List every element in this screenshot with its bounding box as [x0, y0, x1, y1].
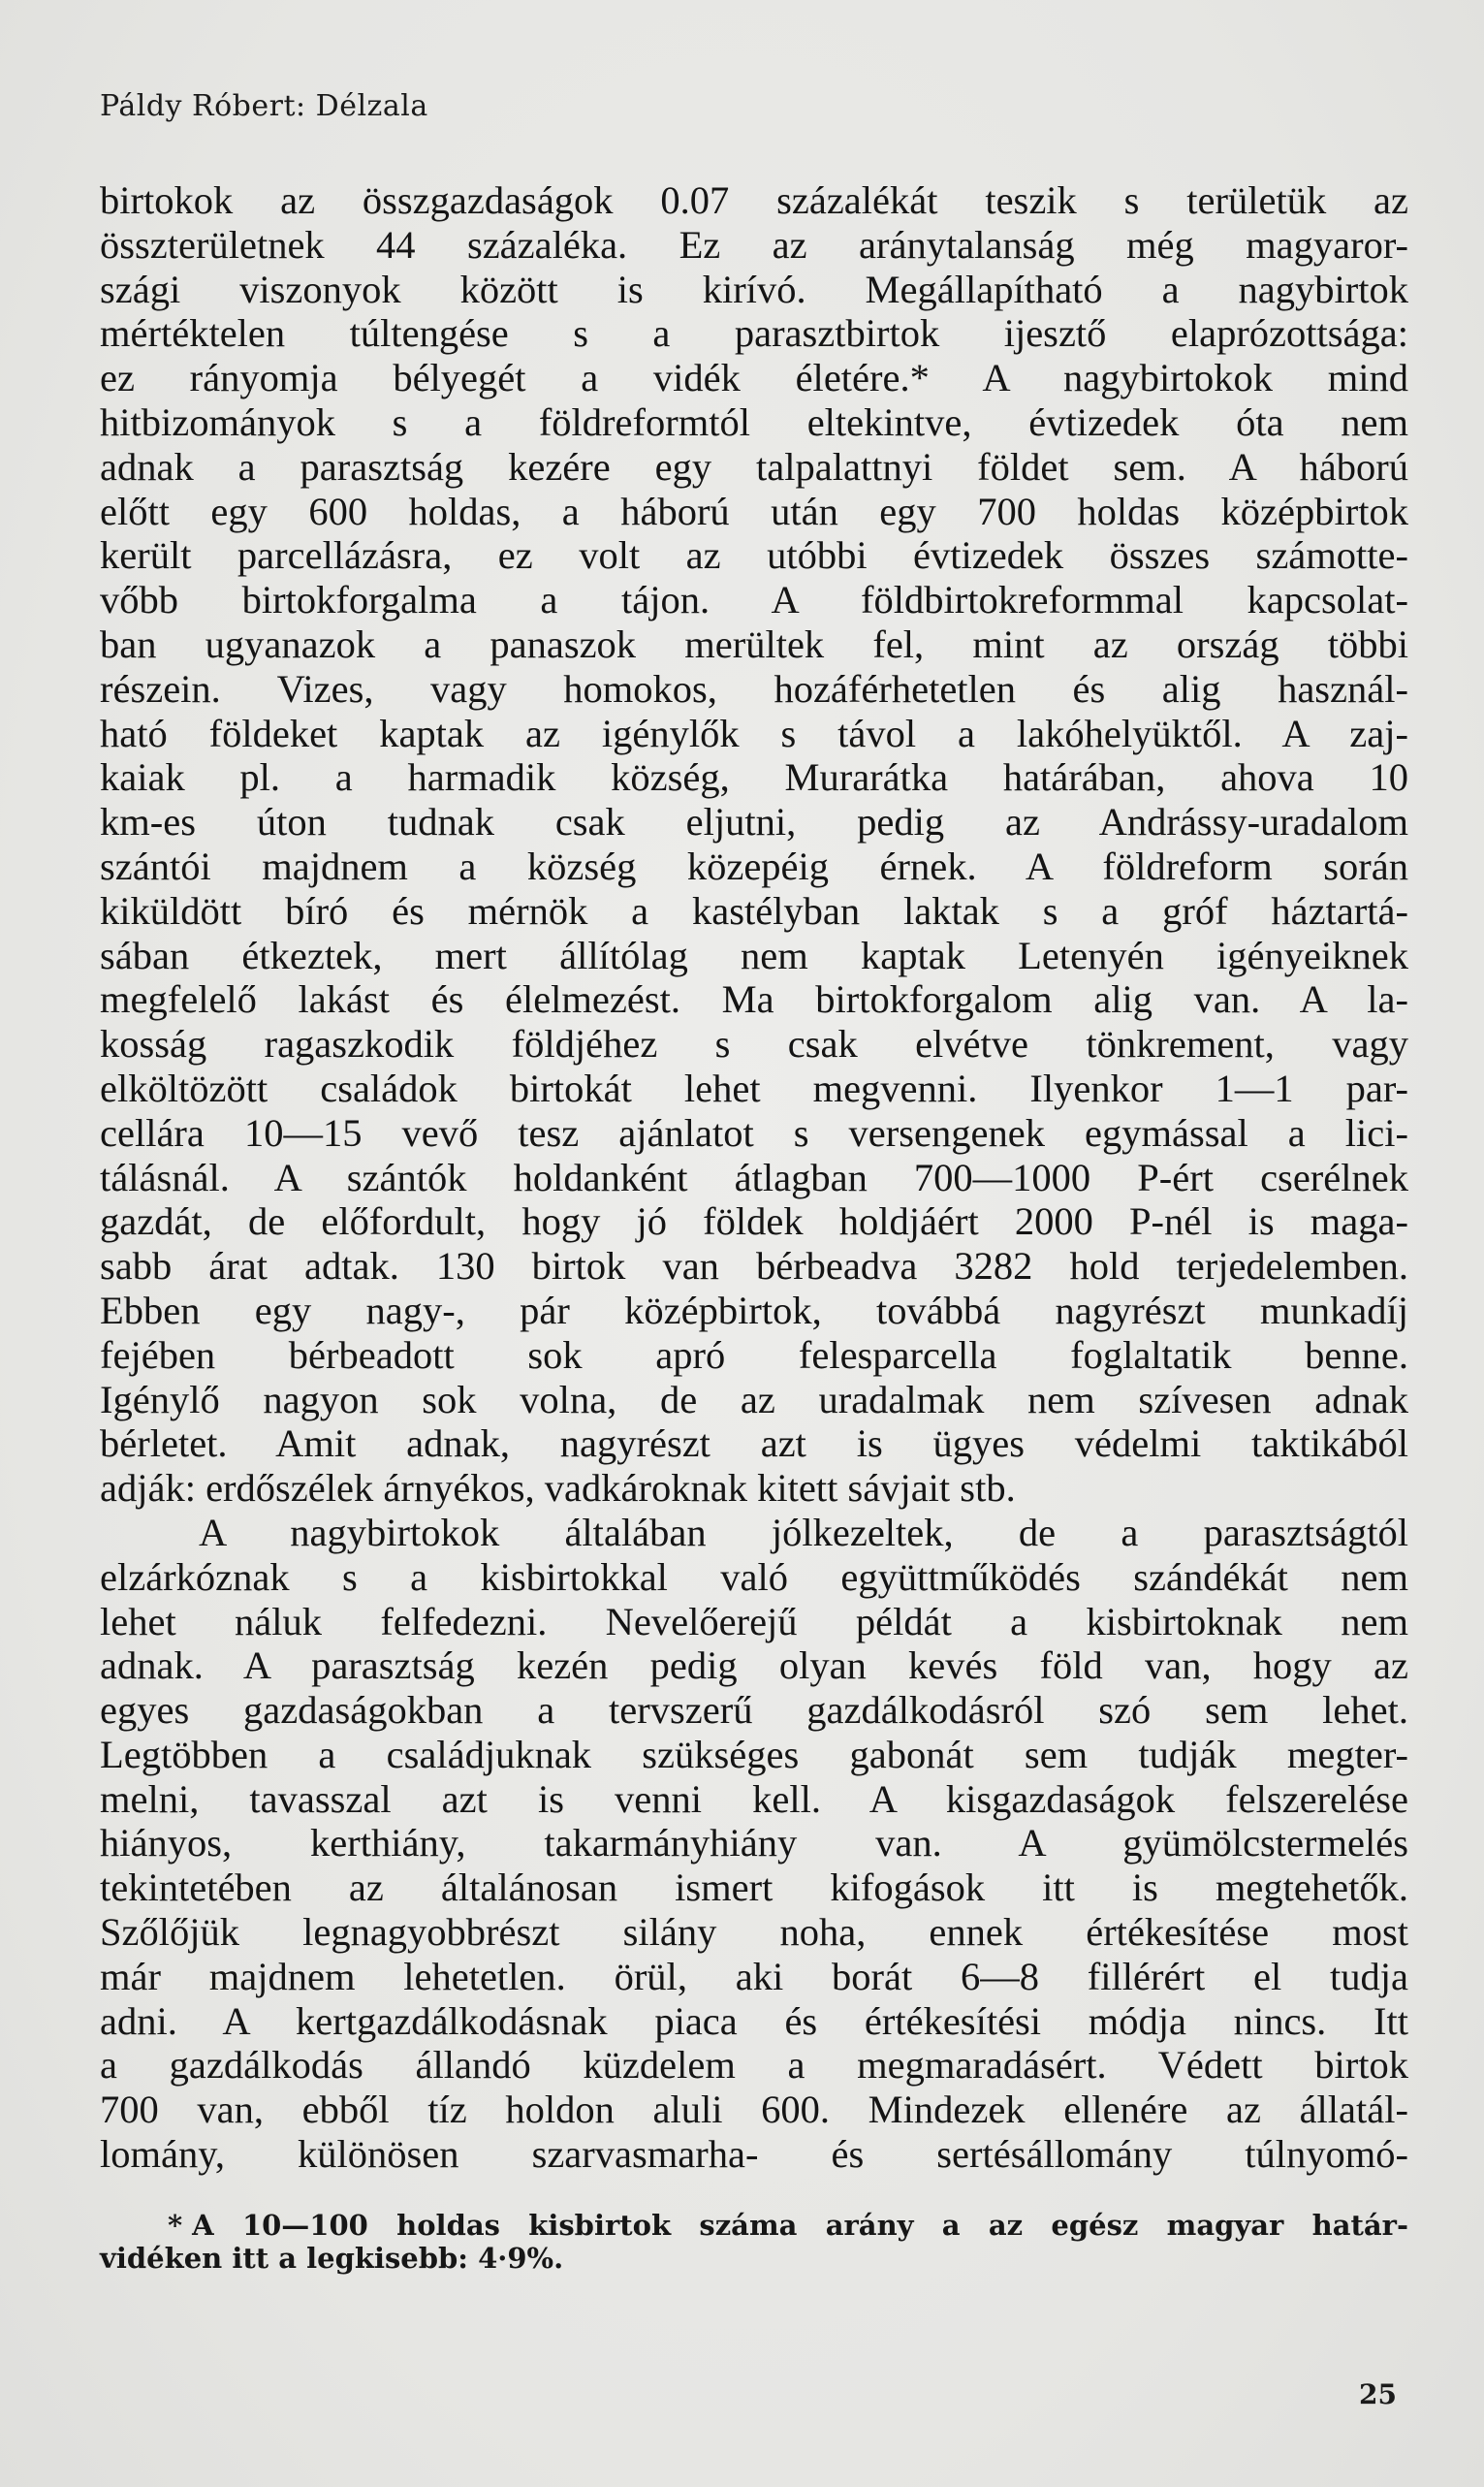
text-line: 700 van, ebből tíz holdon aluli 600. Mindezek ellenére az állatál-	[100, 2088, 1408, 2132]
text-line: hiányos, kerthiány, takarmányhiány van. A gyümölcstermelés	[100, 1821, 1408, 1865]
text-line: km-es úton tudnak csak eljutni, pedig az Andrássy-uradalom	[100, 800, 1408, 845]
text-line: adják: erdőszélek árnyékos, vadkároknak kitett sávjait stb.	[100, 1466, 1016, 1511]
text-line: részein. Vizes, vagy homokos, hozáférhetetlen és alig használ-	[100, 666, 1408, 711]
paragraph-1	[100, 178, 1408, 1511]
text-line: birtokok az összgazdaságok 0.07 százalékát teszik s területük az	[100, 178, 1408, 222]
text-line: kiküldött bíró és mérnök a kastélyban laktak s a gróf háztartá-	[100, 888, 1408, 933]
text-line: lehet náluk felfedezni. Nevelőerejű példát a kisbirtoknak nem	[100, 1599, 1408, 1643]
paragraph-2	[100, 1511, 1408, 2177]
text-line: kaiak pl. a harmadik község, Murarátka határában, ahova 10	[100, 755, 1408, 800]
text-line: adnak a parasztság kezére egy talpalattnyi földet sem. A háború	[100, 444, 1408, 489]
text-line: bérletet. Amit adnak, nagyrészt azt is ügyes védelmi taktikából	[100, 1421, 1408, 1466]
text-line: Legtöbben a családjuknak szükséges gabonát sem tudják megter-	[100, 1732, 1408, 1776]
text-line: Ebben egy nagy-, pár középbirtok, továbbá nagyrészt munkadíj	[100, 1288, 1408, 1332]
body-text	[100, 178, 1408, 2177]
text-line: mértéktelen túltengése s a parasztbirtok ijesztő elaprózottsága:	[100, 311, 1408, 356]
text-line: adni. A kertgazdálkodásnak piaca és értékesítési módja nincs. Itt	[100, 1998, 1408, 2043]
running-head: Páldy Róbert: Délzala	[100, 89, 428, 123]
footnote-marker: *	[168, 2209, 183, 2242]
text-line: sában étkeztek, mert állítólag nem kaptak Letenyén igényeiknek	[100, 933, 1408, 977]
text-line: a gazdálkodás állandó küzdelem a megmaradásért. Védett birtok	[100, 2043, 1408, 2088]
text-line: megfelelő lakást és élelmezést. Ma birtokforgalom alig van. A la-	[100, 977, 1408, 1022]
text-line: fejében bérbeadott sok apró felesparcella foglaltatik benne.	[100, 1332, 1408, 1377]
text-line: összterületnek 44 százaléka. Ez az aránytalanság még magyaror-	[100, 222, 1408, 267]
text-line: vőbb birtokforgalma a tájon. A földbirtokreformmal kapcsolat-	[100, 578, 1408, 622]
text-line: tekintetében az általánosan ismert kifogások itt is megtehetők.	[100, 1865, 1408, 1910]
footnote	[100, 2209, 1408, 2275]
text-line: cellára 10—15 vevő tesz ajánlatot s versengenek egymással a lici-	[100, 1110, 1408, 1155]
footnote-line	[100, 2209, 1408, 2242]
text-line: elköltözött családok birtokát lehet megvenni. Ilyenkor 1—1 par-	[100, 1066, 1408, 1110]
text-line: ez rányomja bélyegét a vidék életére.* A nagybirtokok mind	[100, 356, 1408, 400]
text-line: adnak. A parasztság kezén pedig olyan kevés föld van, hogy az	[100, 1643, 1408, 1688]
text-line: szántói majdnem a község közepéig érnek. A földreform során	[100, 844, 1408, 888]
text-line: A nagybirtokok általában jólkezeltek, de a parasztságtól	[199, 1510, 1408, 1554]
text-line: hitbizományok s a földreformtól eltekintve, évtizedek óta nem	[100, 399, 1408, 444]
text-line: ható földeket kaptak az igénylők s távol a lakóhelyüktől. A zaj-	[100, 711, 1408, 755]
text-line: egyes gazdaságokban a tervszerű gazdálkodásról szó sem lehet.	[100, 1688, 1408, 1733]
text-line: már majdnem lehetetlen. örül, aki borát 6—8 fillérért el tudja	[100, 1954, 1408, 1998]
text-line: szági viszonyok között is kirívó. Megállapítható a nagybirtok	[100, 267, 1408, 311]
text-line: melni, tavasszal azt is venni kell. A kisgazdaságok felszerelése	[100, 1776, 1408, 1821]
text-line: gazdát, de előfordult, hogy jó földek holdjáért 2000 P-nél is maga-	[100, 1199, 1408, 1244]
page-number: 25	[1359, 2378, 1397, 2410]
text-line: lomány, különösen szarvasmarha- és sertésállomány túlnyomó-	[100, 2132, 1408, 2177]
text-line: elzárkóznak s a kisbirtokkal való együttműködés szándékát nem	[100, 1554, 1408, 1599]
footnote-line: vidéken itt a legkisebb: 4·9%.	[100, 2242, 564, 2275]
footnote-text: A 10—100 holdas kisbirtok száma arány a az egész magyar határ-	[192, 2209, 1408, 2242]
text-line: Szőlőjük legnagyobbrészt silány noha, ennek értékesítése most	[100, 1910, 1408, 1955]
text-line: ban ugyanazok a panaszok merültek fel, mint az ország többi	[100, 622, 1408, 666]
text-line: került parcellázásra, ez volt az utóbbi évtizedek összes számotte-	[100, 533, 1408, 578]
text-line: kosság ragaszkodik földjéhez s csak elvétve tönkrement, vagy	[100, 1022, 1408, 1067]
text-line: előtt egy 600 holdas, a háború után egy 700 holdas középbirtok	[100, 489, 1408, 533]
text-line: sabb árat adtak. 130 birtok van bérbeadva 3282 hold terjedelemben.	[100, 1244, 1408, 1289]
text-line: tálásnál. A szántók holdanként átlagban 700—1000 P-ért cserélnek	[100, 1155, 1408, 1199]
text-line: Igénylő nagyon sok volna, de az uradalmak nem szívesen adnak	[100, 1377, 1408, 1421]
